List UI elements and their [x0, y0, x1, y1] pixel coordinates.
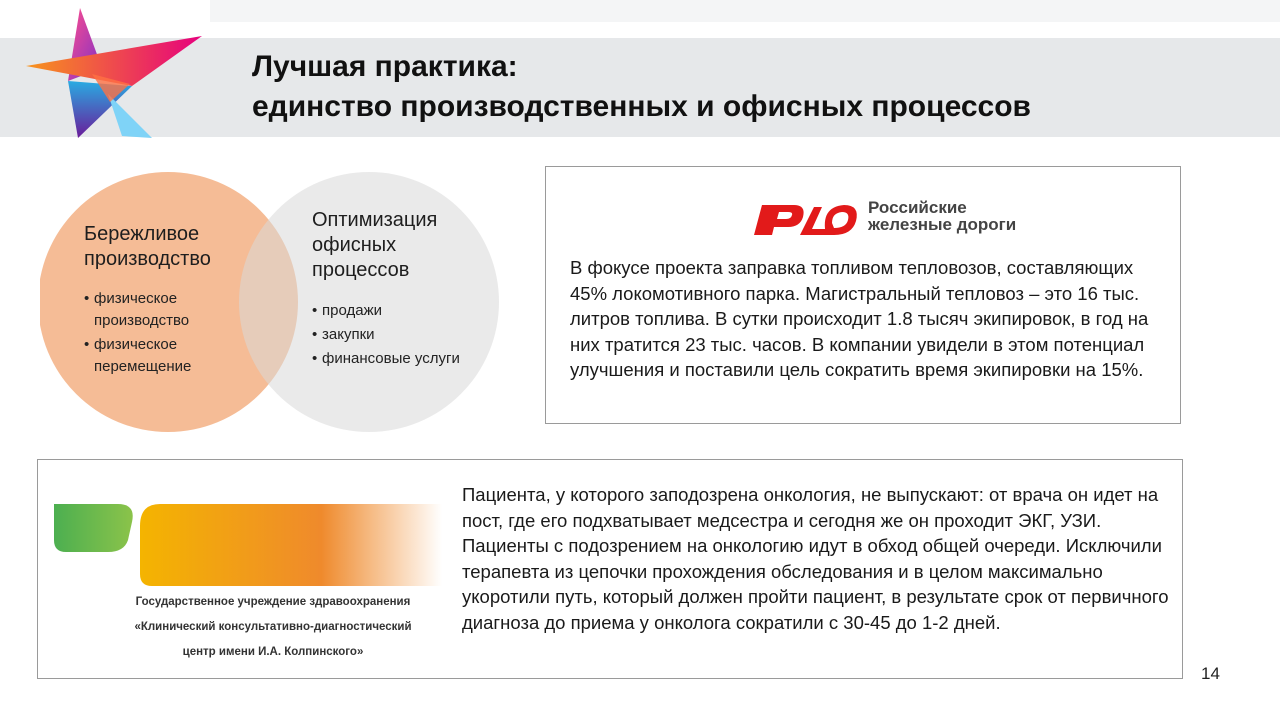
venn-left-label: Бережливое производство	[84, 223, 211, 270]
list-item: • финансовые услуги	[310, 348, 460, 370]
rzd-emblem-icon	[750, 195, 862, 245]
header-top-strip	[210, 0, 1280, 22]
list-item: • физическое производство	[82, 288, 232, 332]
rzd-description: В фокусе проекта заправка топливом тепловозов, составляющих 45% локомотивного парка. Магистральный тепловоз – это 16 тыс. литров топлива. В сутки происходит 1.8 тысяч экипировок, в год на них тратится 23 тыс. часов. В компании увидели в этом потенциал улучшения и поставили цель сократить время экипировки на 15%.	[570, 257, 1149, 380]
title-line-2: единство производственных и офисных процессов	[252, 90, 1031, 123]
venn-diagram	[40, 166, 510, 438]
clinic-case-box	[37, 459, 1183, 679]
venn-right-label: Оптимизация офисных процессов	[312, 209, 438, 281]
star-logo-icon	[22, 6, 212, 141]
venn-right-list	[310, 300, 460, 372]
list-item: • продажи	[310, 300, 460, 322]
rzd-case-box	[545, 166, 1181, 424]
rzd-logo-text: Российские железные дороги	[868, 198, 1017, 234]
page-title	[252, 47, 1031, 127]
venn-left-list	[82, 288, 232, 380]
list-item: • закупки	[310, 324, 460, 346]
rzd-logo	[750, 195, 1050, 245]
clinic-logo-icon	[52, 500, 442, 590]
clinic-name: Государственное учреждение здравоохранения «Клинический консультативно-диагностический центр имени И.А. Колпинского»	[134, 596, 412, 658]
list-item: • физическое перемещение	[82, 334, 232, 378]
page-number: 14	[1201, 664, 1220, 683]
title-line-1: Лучшая практика:	[252, 50, 518, 83]
clinic-description: Пациента, у которого заподозрена онкология, не выпускают: от врача он идет на пост, где его подхватывает медсестра и сегодня же он проходит ЭКГ, УЗИ. Пациенты с подозрением на онкологию идут в обход общей очереди. Исключили терапевта из цепочки прохождения обследования и в целом максимально укоротили путь, который должен пройти пациент, в результате срок от первичного диагноза до приема у онколога сократили с 30-45 до 1-2 дней.	[462, 484, 1169, 633]
